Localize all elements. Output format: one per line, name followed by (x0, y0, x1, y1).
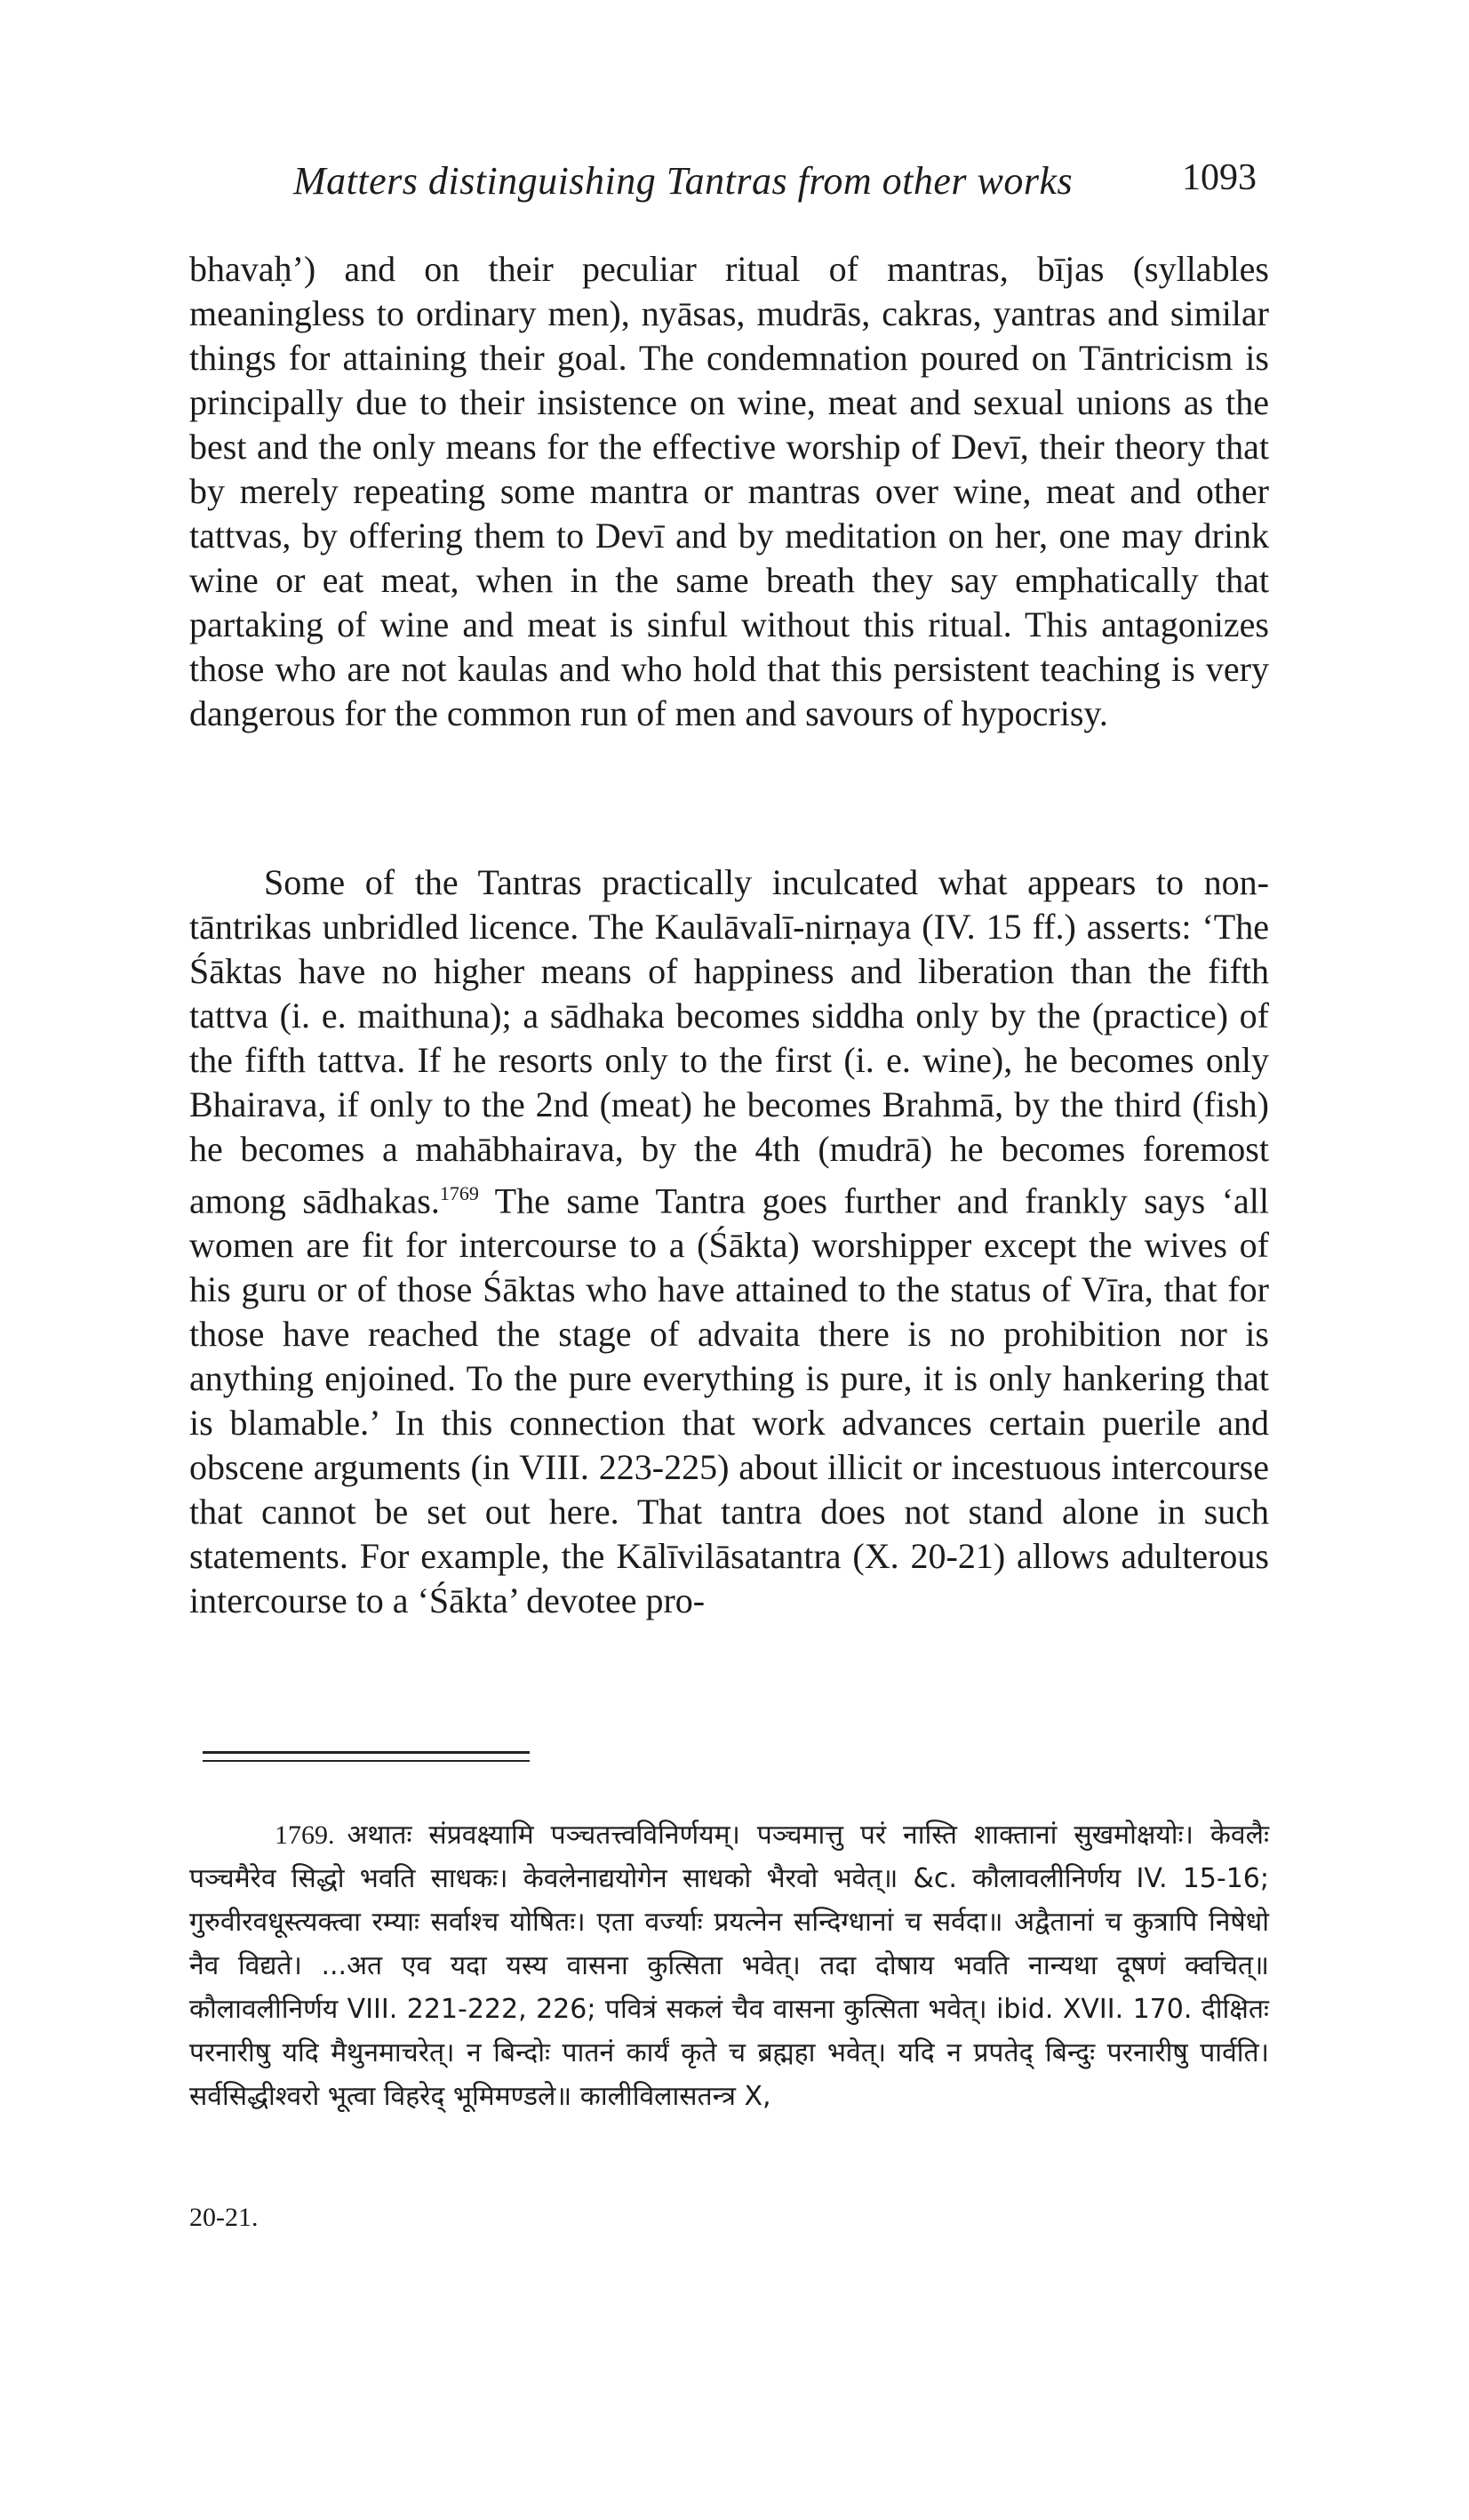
footnote-number: 1769. (275, 1820, 335, 1850)
footnote-separator-rule (203, 1751, 530, 1754)
paragraph-2-text-b: The same Tantra goes further and frankly says ‘all women are fit for intercourse to a (Śākta) worshipper except the wives of his guru or of those Śāktas who have attained to the status of Vīra, that for those have reached the stage of advaita there is no prohibition nor is anything enjoined. To the pure everything is pure, it is only hankering that is blamable.’ In this connection that work advances certain puerile and obscene arguments (in VIII. 223-225) about illicit or incestuous intercourse that cannot be set out here. That tantra does not stand alone in such statements. For example, the Kālīvilāsatantra (X. 20-21) allows adulterous intercourse to a ‘Śākta’ devotee pro- (189, 1180, 1269, 1621)
footnote-reference: 1769 (439, 1182, 479, 1204)
footnote-1769 (189, 1813, 1269, 2118)
running-title: Matters distinguishing Tantras from other works (293, 159, 1074, 203)
footnote-text: अथातः संप्रवक्ष्यामि पञ्चतत्त्वविनिर्णयम्। पञ्चमात्तु परं नास्ति शाक्तानां सुखमोक्षयोः। केवलैः पञ्चमैरेव सिद्धो भवति साधकः। केवलेनाद्ययोगेन साधको भैरवो भवेत्॥ &c. कौलावलीनिर्णय IV. 15-16; गुरुवीरवधूस्त्यक्त्वा रम्याः सर्वाश्च योषितः। एता वर्ज्याः प्रयत्नेन सन्दिग्धानां च सर्वदा॥ अद्वैतानां च कुत्रापि निषेधो नैव विद्यते। ...अत एव यदा यस्य वासना कुत्सिता भवेत्। तदा दोषाय भवति नान्यथा दूषणं क्वचित्॥ कौलावलीनिर्णय VIII. 221-222, 226; पवित्रं सकलं चैव वासना कुत्सिता भवेत्। ibid. XVII. 170. दीक्षितः परनारीषु यदि मैथुनमाचरेत्। न बिन्दोः पातनं कार्यं कृते च ब्रह्महा भवेत्। यदि न प्रपतेद् बिन्दुः परनारीषु पार्वति। सर्वसिद्धीश्वरो भूत्वा विहरेद् भूमिमण्डले॥ कालीविलासतन्त्र X, (189, 1820, 1269, 2112)
footnote-closing-reference: 20-21. (189, 2203, 259, 2232)
paragraph-1: bhavaḥ’) and on their peculiar ritual of mantras, bījas (syllables meaningless to ordinary men), nyāsas, mudrās, cakras, yantras and similar things for attaining their goal. The condemnation poured on Tāntricism is principally due to their insistence on wine, meat and sexual unions as the best and the only means for the effective worship of Devī, their theory that by merely repeating some mantra or mantras over wine, meat and other tattvas, by offering them to Devī and by meditation on her, one may drink wine or eat meat, when in the same breath they say emphatically that partaking of wine and meat is sinful without this ritual. This antagonizes those who are not kaulas and who hold that this persistent teaching is very dangerous for the common run of men and savours of hypocrisy. (189, 249, 1269, 733)
page-number: 1093 (1182, 157, 1257, 198)
footnote-separator-rule-thin (203, 1760, 530, 1762)
paragraph-2 (189, 860, 1269, 1623)
paragraph-2-text-a: Some of the Tantras practically inculcated what appears to non-tāntrikas unbridled licence. The Kaulāvalī-nirṇaya (IV. 15 ff.) asserts: ‘The Śāktas have no higher means of happiness and liberation than the fifth tattva (i. e. maithuna); a sādhaka becomes siddha only by the (practice) of the fifth tattva. If he resorts only to the first (i. e. wine), he becomes only Bhairava, if only to the 2nd (meat) he becomes Brahmā, by the third (fish) he becomes a mahābhairava, by the 4th (mudrā) he becomes foremost among sādhakas. (189, 862, 1269, 1221)
